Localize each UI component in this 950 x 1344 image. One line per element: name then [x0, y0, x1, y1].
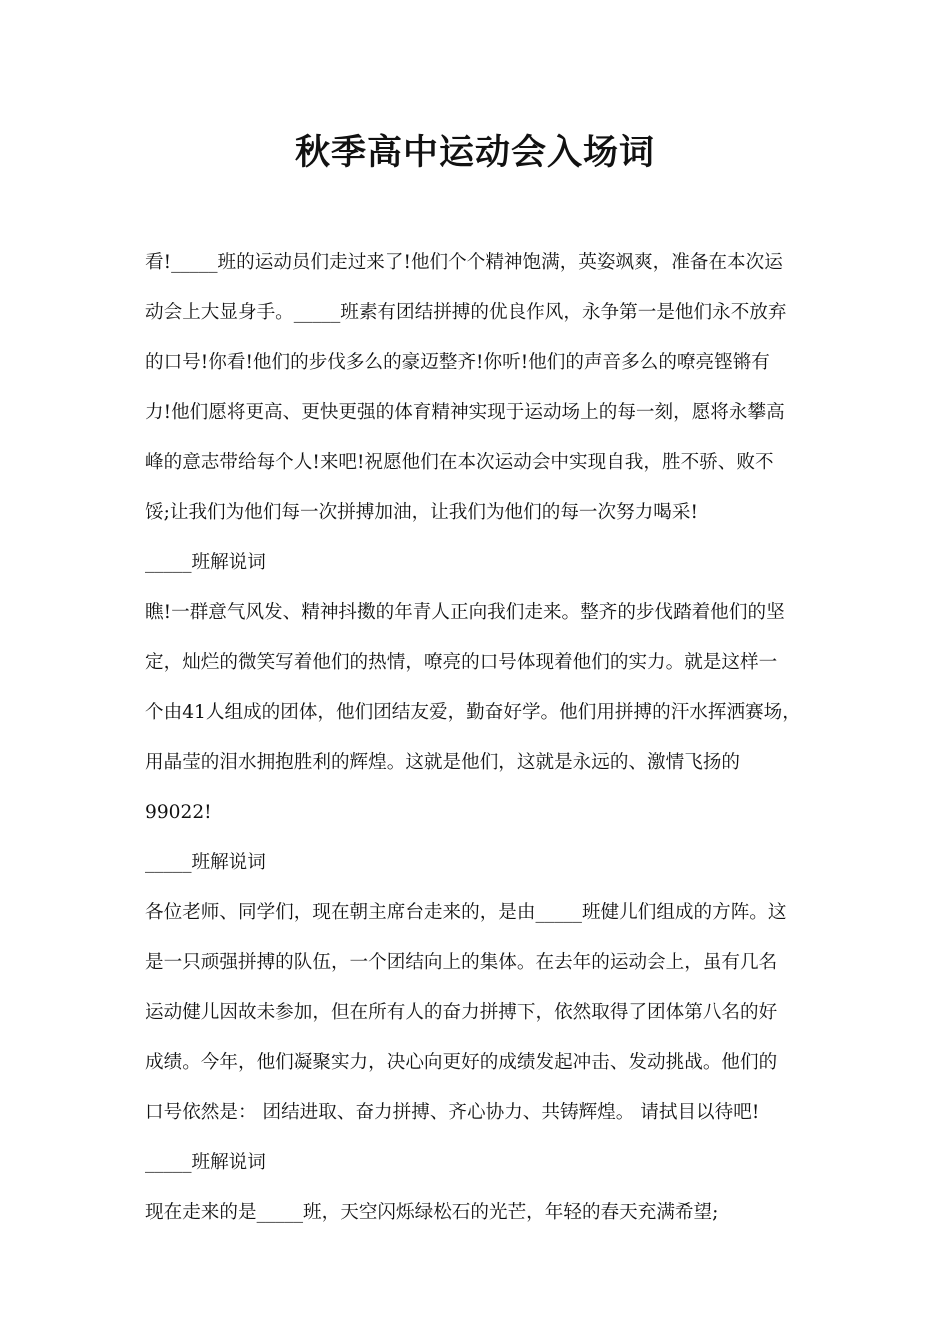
text-line: 运动健儿因故未参加，但在所有人的奋力拼搏下，依然取得了团体第八名的好: [145, 1002, 778, 1023]
section-heading: _____班解说词: [145, 852, 266, 873]
text-line: 用晶莹的泪水拥抱胜利的辉煌。这就是他们，这就是永远的、激情飞扬的: [145, 752, 741, 773]
text-line: 馁;让我们为他们每一次拼搏加油，让我们为他们的每一次努力喝采!: [145, 502, 698, 523]
section-heading: _____班解说词: [145, 1152, 266, 1173]
text-line: 99022!: [145, 802, 212, 823]
text-line: 定，灿烂的微笑写着他们的热情，嘹亮的口号体现着他们的实力。就是这样一: [145, 652, 778, 673]
text-line: 现在走来的是_____班，天空闪烁绿松石的光芒，年轻的春天充满希望;: [145, 1202, 719, 1223]
text-line: 个由41人组成的团体，他们团结友爱，勤奋好学。他们用拼搏的汗水挥洒赛场，: [145, 702, 801, 723]
text-line: 力!他们愿将更高、更快更强的体育精神实现于运动场上的每一刻，愿将永攀高: [145, 402, 785, 423]
text-line: 动会上大显身手。_____班素有团结拼搏的优良作风，永争第一是他们永不放弃: [145, 302, 787, 323]
text-line: 瞧!一群意气风发、精神抖擞的年青人正向我们走来。整齐的步伐踏着他们的坚: [145, 602, 785, 623]
text-line: 是一只顽强拼搏的队伍，一个团结向上的集体。在去年的运动会上，虽有几名: [145, 952, 778, 973]
text-line: 看!_____班的运动员们走过来了!他们个个精神饱满，英姿飒爽，准备在本次运: [145, 252, 783, 273]
document-title: 秋季高中运动会入场词: [294, 133, 655, 173]
text-line: 峰的意志带给每个人!来吧!祝愿他们在本次运动会中实现自我，胜不骄、败不: [145, 452, 774, 473]
text-line: 各位老师、同学们，现在朝主席台走来的，是由_____班健儿们组成的方阵。这: [145, 902, 787, 923]
text-line: 口号依然是： 团结进取、奋力拼搏、齐心协力、共铸辉煌。 请拭目以待吧!: [145, 1102, 760, 1123]
text-line: 的口号!你看!他们的步伐多么的豪迈整齐!你听!他们的声音多么的嘹亮铿锵有: [145, 352, 770, 373]
section-heading: _____班解说词: [145, 552, 266, 573]
text-line: 成绩。今年，他们凝聚实力，决心向更好的成绩发起冲击、发动挑战。他们的: [145, 1052, 778, 1073]
document-body: [145, 238, 821, 1238]
